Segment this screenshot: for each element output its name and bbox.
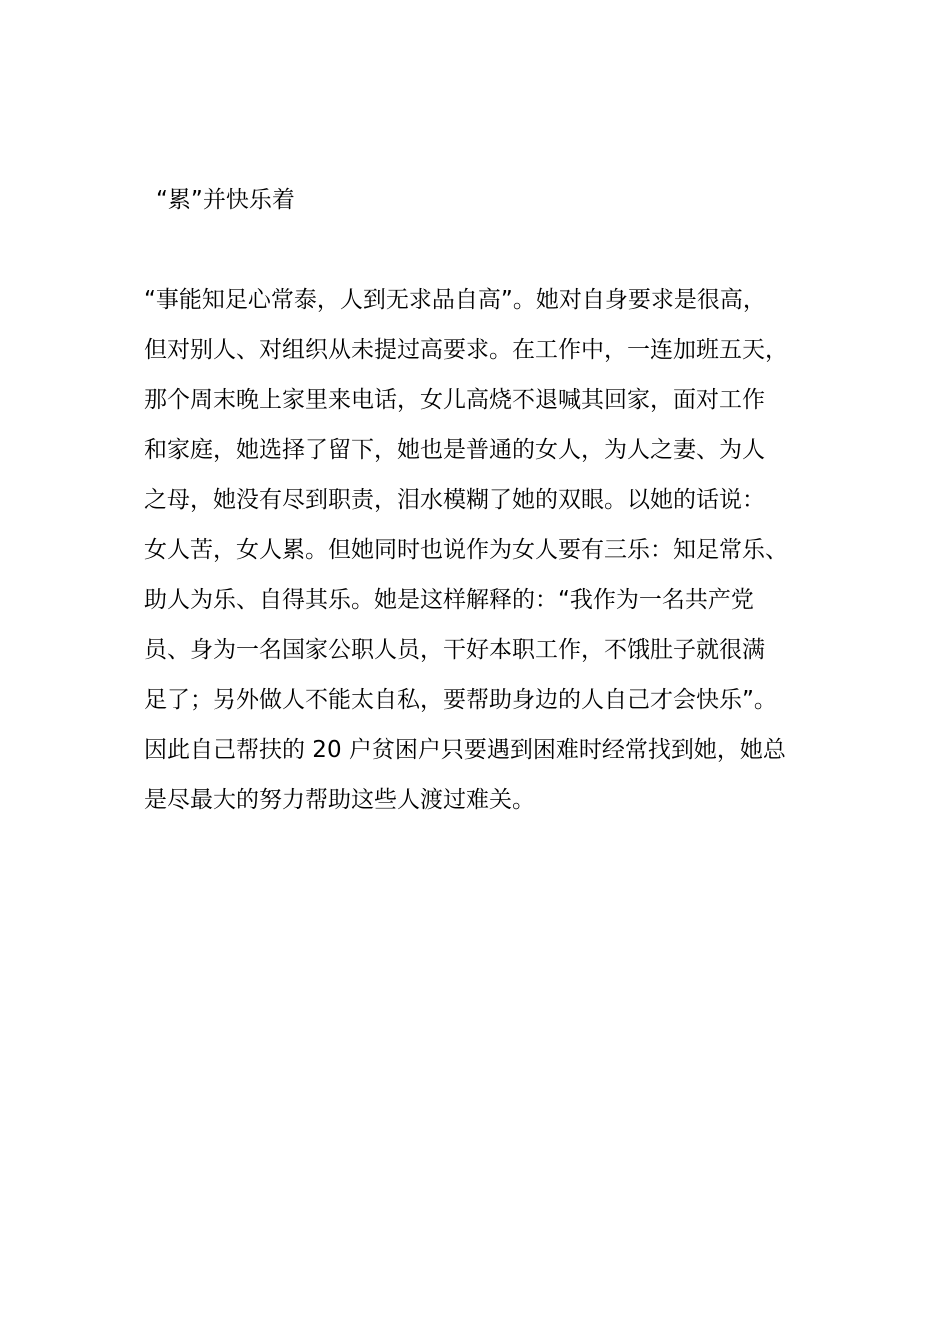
paragraph-line: 足了；另外做人不能太自私，要帮助身边的人自己才会快乐”。 (144, 687, 777, 713)
section-heading: “累”并快乐着 (156, 187, 295, 213)
body-paragraph (144, 283, 824, 833)
paragraph-line: 是尽最大的努力帮助这些人渡过难关。 (144, 787, 535, 813)
paragraph-line: 因此自己帮扶的 20 户贫困户只要遇到困难时经常找到她，她总 (144, 737, 786, 763)
paragraph-line: 女人苦，女人累。但她同时也说作为女人要有三乐：知足常乐、 (144, 537, 788, 563)
paragraph-line: 之母，她没有尽到职责，泪水模糊了她的双眼。以她的话说： (144, 487, 765, 513)
paragraph-line: 助人为乐、自得其乐。她是这样解释的：“我作为一名共产党 (144, 587, 754, 613)
paragraph-line: 员、身为一名国家公职人员，干好本职工作，不饿肚子就很满 (144, 637, 765, 663)
paragraph-line: 和家庭，她选择了留下，她也是普通的女人，为人之妻、为人 (144, 437, 765, 463)
paragraph-line: “事能知足心常泰，人到无求品自高”。她对自身要求是很高， (144, 287, 766, 313)
paragraph-line: 那个周末晚上家里来电话，女儿高烧不退喊其回家，面对工作 (144, 387, 765, 413)
paragraph-line: 但对别人、对组织从未提过高要求。在工作中，一连加班五天， (144, 337, 788, 363)
